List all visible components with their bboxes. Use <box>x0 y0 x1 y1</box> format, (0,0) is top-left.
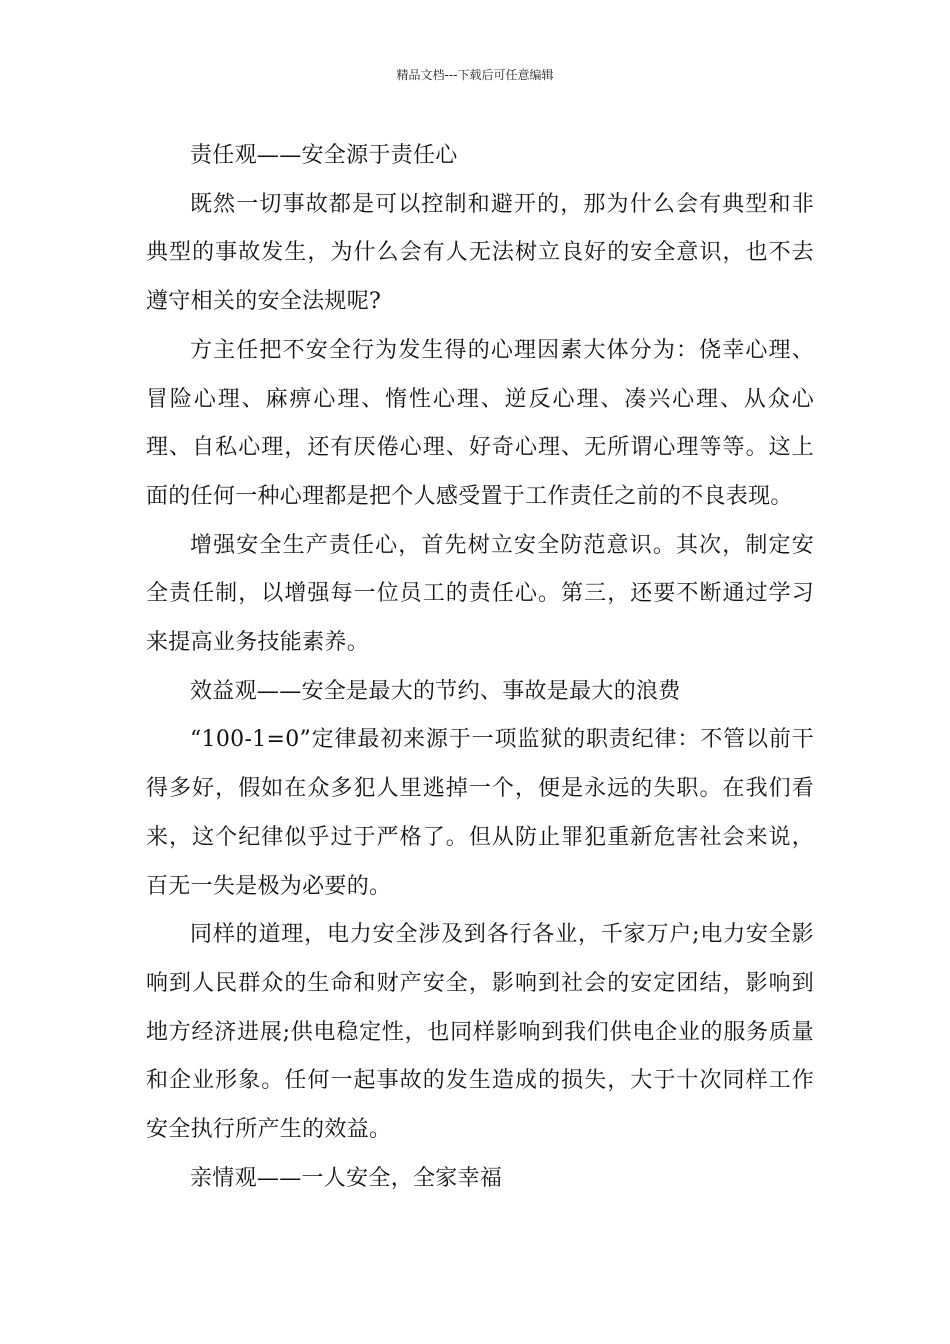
paragraph: 增强安全生产责任心，首先树立安全防范意识。其次，制定安全责任制，以增强每一位员工的责任心。第三，还要不断通过学习来提高业务技能素养。 <box>146 532 814 656</box>
section-heading-benefit: 效益观——安全是最大的节约、事故是最大的浪费 <box>190 678 681 704</box>
page-header: 精品文档---下载后可任意编辑 <box>396 68 554 82</box>
paragraph: 方主任把不安全行为发生得的心理因素大体分为：侥幸心理、冒险心理、麻痹心理、惰性心理、逆反心理、凑兴心理、从众心理、自私心理，还有厌倦心理、好奇心理、无所谓心理等等。这上面的任何一种心理都是把个人感受置于工作责任之前的不良表现。 <box>146 337 814 509</box>
section-heading-family: 亲情观——一人安全，全家幸福 <box>190 1165 503 1191</box>
section-heading-responsibility: 责任观——安全源于责任心 <box>190 143 458 168</box>
paragraph: 同样的道理，电力安全涉及到各行各业，千家万户;电力安全影响到人民群众的生命和财产安全，影响到社会的安定团结，影响到地方经济进展;供电稳定性，也同样影响到我们供电企业的服务质量和企业形象。任何一起事故的发生造成的损失，大于十次同样工作安全执行所产生的效益。 <box>146 922 814 1143</box>
paragraph: “100-1=0”定律最初来源于一项监狱的职责纪律：不管以前干得多好，假如在众多犯人里逃掉一个，便是永远的失职。在我们看来，这个纪律似乎过于严格了。但从防止罪犯重新危害社会来说，百无一失是极为必要的。 <box>146 727 814 899</box>
document-body <box>146 132 814 1203</box>
paragraph: 既然一切事故都是可以控制和避开的，那为什么会有典型和非典型的事故发生，为什么会有人无法树立良好的安全意识，也不去遵守相关的安全法规呢? <box>146 191 814 315</box>
